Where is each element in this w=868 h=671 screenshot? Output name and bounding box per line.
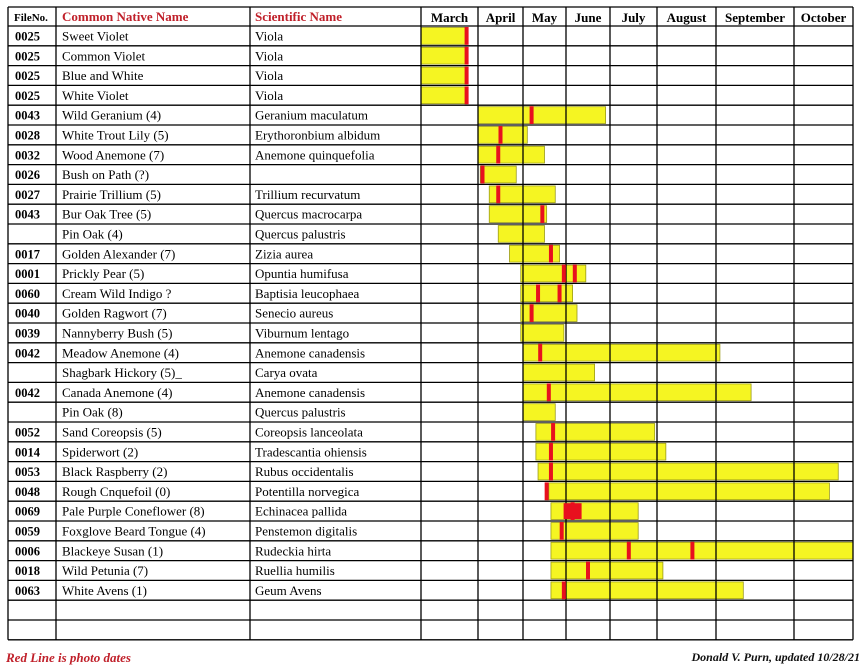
photo-date-marker (562, 581, 566, 599)
scientific-name: Geranium maculatum (255, 107, 368, 123)
month-april: April (485, 10, 516, 25)
bloom-bar (523, 384, 751, 401)
file-number: 0025 (15, 88, 40, 103)
common-name: Nannyberry Bush (5) (62, 325, 173, 341)
photo-date-marker (465, 27, 469, 45)
scientific-name: Anemone quinquefolia (255, 147, 375, 163)
month-may: May (531, 10, 558, 25)
scientific-name: Potentilla norvegica (255, 483, 360, 499)
common-name: Prickly Pear (5) (62, 266, 145, 282)
photo-date-marker (562, 265, 566, 283)
file-number: 0017 (15, 247, 40, 262)
file-number: 0052 (15, 425, 40, 440)
photo-date-marker (558, 284, 562, 302)
credit-line: Donald V. Purn, updated 10/28/21 (691, 650, 860, 664)
common-name: White Violet (62, 87, 129, 103)
bloom-bar (551, 582, 743, 599)
bloom-bar (521, 325, 564, 342)
photo-date-marker (573, 265, 577, 283)
scientific-name: Quercus palustris (255, 404, 346, 420)
file-number: 0026 (15, 168, 40, 183)
scientific-name: Ruellia humilis (255, 563, 335, 579)
legend-note: Red Line is photo dates (6, 650, 131, 665)
bloom-bar (480, 166, 516, 183)
bloom-bar (523, 344, 720, 361)
common-name: Meadow Anemone (4) (62, 345, 179, 361)
file-number: 0040 (15, 306, 40, 321)
scientific-name: Viola (255, 87, 284, 103)
photo-date-marker (538, 344, 542, 362)
bloom-bar (551, 523, 638, 540)
common-name: Bush on Path (?) (62, 167, 150, 183)
photo-date-marker (547, 383, 551, 401)
bloom-bar (551, 562, 663, 579)
common-name: Cream Wild Indigo ? (62, 285, 172, 301)
common-name: Bur Oak Tree (5) (62, 206, 152, 222)
file-number: 0001 (15, 267, 40, 282)
month-march: March (430, 10, 469, 25)
common-name: White Avens (1) (62, 582, 147, 598)
bloom-bar (421, 28, 467, 45)
bloom-bar (498, 226, 544, 243)
photo-date-marker (690, 542, 694, 560)
photo-date-marker (551, 423, 555, 441)
common-name: Wild Geranium (4) (62, 107, 162, 123)
photo-date-marker (536, 284, 540, 302)
header-common-name: Common Native Name (62, 9, 189, 24)
photo-date-marker (496, 185, 500, 203)
file-number: 0028 (15, 128, 40, 143)
file-number: 0042 (15, 346, 40, 361)
common-name: Pale Purple Coneflower (8) (62, 503, 205, 519)
file-number: 0025 (15, 29, 40, 44)
file-number: 0043 (15, 207, 40, 222)
month-october: October (800, 10, 847, 25)
photo-date-marker (586, 562, 590, 580)
bloom-bar (538, 463, 838, 480)
photo-date-marker (549, 463, 553, 481)
scientific-name: Quercus palustris (255, 226, 346, 242)
common-name: Golden Ragwort (7) (62, 305, 167, 321)
photo-date-marker (465, 47, 469, 65)
common-name: Wood Anemone (7) (62, 147, 165, 163)
scientific-name: Viola (255, 28, 284, 44)
common-name: Spiderwort (2) (62, 444, 139, 460)
header-scientific-name: Scientific Name (255, 9, 343, 24)
header-file-no: FileNo. (14, 12, 48, 24)
bloom-bar (521, 305, 577, 322)
common-name: Golden Alexander (7) (62, 246, 176, 262)
photo-date-marker (540, 205, 544, 223)
file-number: 0069 (15, 504, 40, 519)
file-number: 0053 (15, 465, 40, 480)
file-number: 0025 (15, 69, 40, 84)
scientific-name: Trillium recurvatum (255, 186, 361, 202)
bloom-bar (421, 87, 467, 104)
file-number: 0059 (15, 524, 40, 539)
file-number: 0039 (15, 326, 40, 341)
common-name: Foxglove Beard Tongue (4) (62, 523, 206, 539)
photo-date-marker (465, 67, 469, 85)
common-name: Blackeye Susan (1) (62, 543, 164, 559)
bloom-bar (478, 107, 606, 124)
bloom-bar (523, 364, 595, 381)
bloom-bar (478, 146, 545, 163)
bloom-bar (421, 47, 467, 64)
month-june: June (574, 10, 602, 25)
scientific-name: Coreopsis lanceolata (255, 424, 363, 440)
bloom-bar (489, 206, 546, 223)
file-number: 0063 (15, 583, 40, 598)
bloom-bar (421, 67, 467, 84)
scientific-name: Penstemon digitalis (255, 523, 358, 539)
common-name: White Trout Lily (5) (62, 127, 169, 143)
common-name: Black Raspberry (2) (62, 464, 168, 480)
photo-date-marker (465, 86, 469, 104)
photo-date-marker (530, 106, 534, 124)
scientific-name: Rubus occidentalis (255, 464, 354, 480)
file-number: 0048 (15, 484, 40, 499)
photo-date-marker (496, 146, 500, 164)
scientific-name: Echinacea pallida (255, 503, 348, 519)
common-name: Prairie Trillium (5) (62, 186, 161, 202)
scientific-name: Zizia aurea (255, 246, 314, 262)
scientific-name: Erythoronbium albidum (255, 127, 381, 143)
scientific-name: Carya ovata (255, 365, 318, 381)
month-august: August (666, 10, 707, 25)
common-name: Pin Oak (8) (62, 404, 123, 420)
file-number: 0032 (15, 148, 40, 163)
photo-date-marker (499, 126, 503, 144)
common-name: Wild Petunia (7) (62, 563, 149, 579)
common-name: Canada Anemone (4) (62, 384, 173, 400)
month-july: July (621, 10, 646, 25)
scientific-name: Anemone canadensis (255, 345, 366, 361)
month-september: September (725, 10, 785, 25)
bloom-bar (521, 285, 573, 302)
common-name: Sand Coreopsis (5) (62, 424, 162, 440)
photo-date-marker (530, 304, 534, 322)
common-name: Sweet Violet (62, 28, 129, 44)
scientific-name: Tradescantia ohiensis (255, 444, 367, 460)
scientific-name: Viola (255, 68, 284, 84)
common-name: Common Violet (62, 48, 146, 64)
scientific-name: Rudeckia hirta (255, 543, 332, 559)
file-number: 0027 (15, 187, 40, 202)
bloom-bar (536, 443, 666, 460)
file-number: 0014 (15, 445, 40, 460)
bloom-bar (549, 483, 830, 500)
bloom-bar (551, 542, 853, 559)
common-name: Shagbark Hickory (5)_ (62, 365, 182, 381)
bloom-bar (523, 404, 555, 421)
scientific-name: Baptisia leucophaea (255, 285, 360, 301)
file-number: 0043 (15, 108, 40, 123)
scientific-name: Viburnum lentago (255, 325, 350, 341)
common-name: Rough Cnquefoil (0) (62, 483, 171, 499)
photo-date-marker (564, 503, 582, 519)
photo-date-marker (549, 443, 553, 461)
common-name: Blue and White (62, 68, 144, 84)
scientific-name: Viola (255, 48, 284, 64)
file-number: 0006 (15, 544, 40, 559)
bloom-bar (478, 127, 527, 144)
scientific-name: Opuntia humifusa (255, 266, 349, 282)
scientific-name: Geum Avens (255, 582, 322, 598)
file-number: 0060 (15, 286, 40, 301)
photo-date-marker (481, 166, 485, 184)
photo-date-marker (549, 245, 553, 263)
file-number: 0025 (15, 49, 40, 64)
file-number: 0018 (15, 564, 40, 579)
scientific-name: Senecio aureus (255, 305, 334, 321)
photo-date-marker (560, 522, 564, 540)
common-name: Pin Oak (4) (62, 226, 123, 242)
scientific-name: Quercus macrocarpa (255, 206, 363, 222)
file-number: 0042 (15, 385, 40, 400)
photo-date-marker (545, 482, 549, 500)
scientific-name: Anemone canadensis (255, 384, 366, 400)
photo-date-marker (627, 542, 631, 560)
